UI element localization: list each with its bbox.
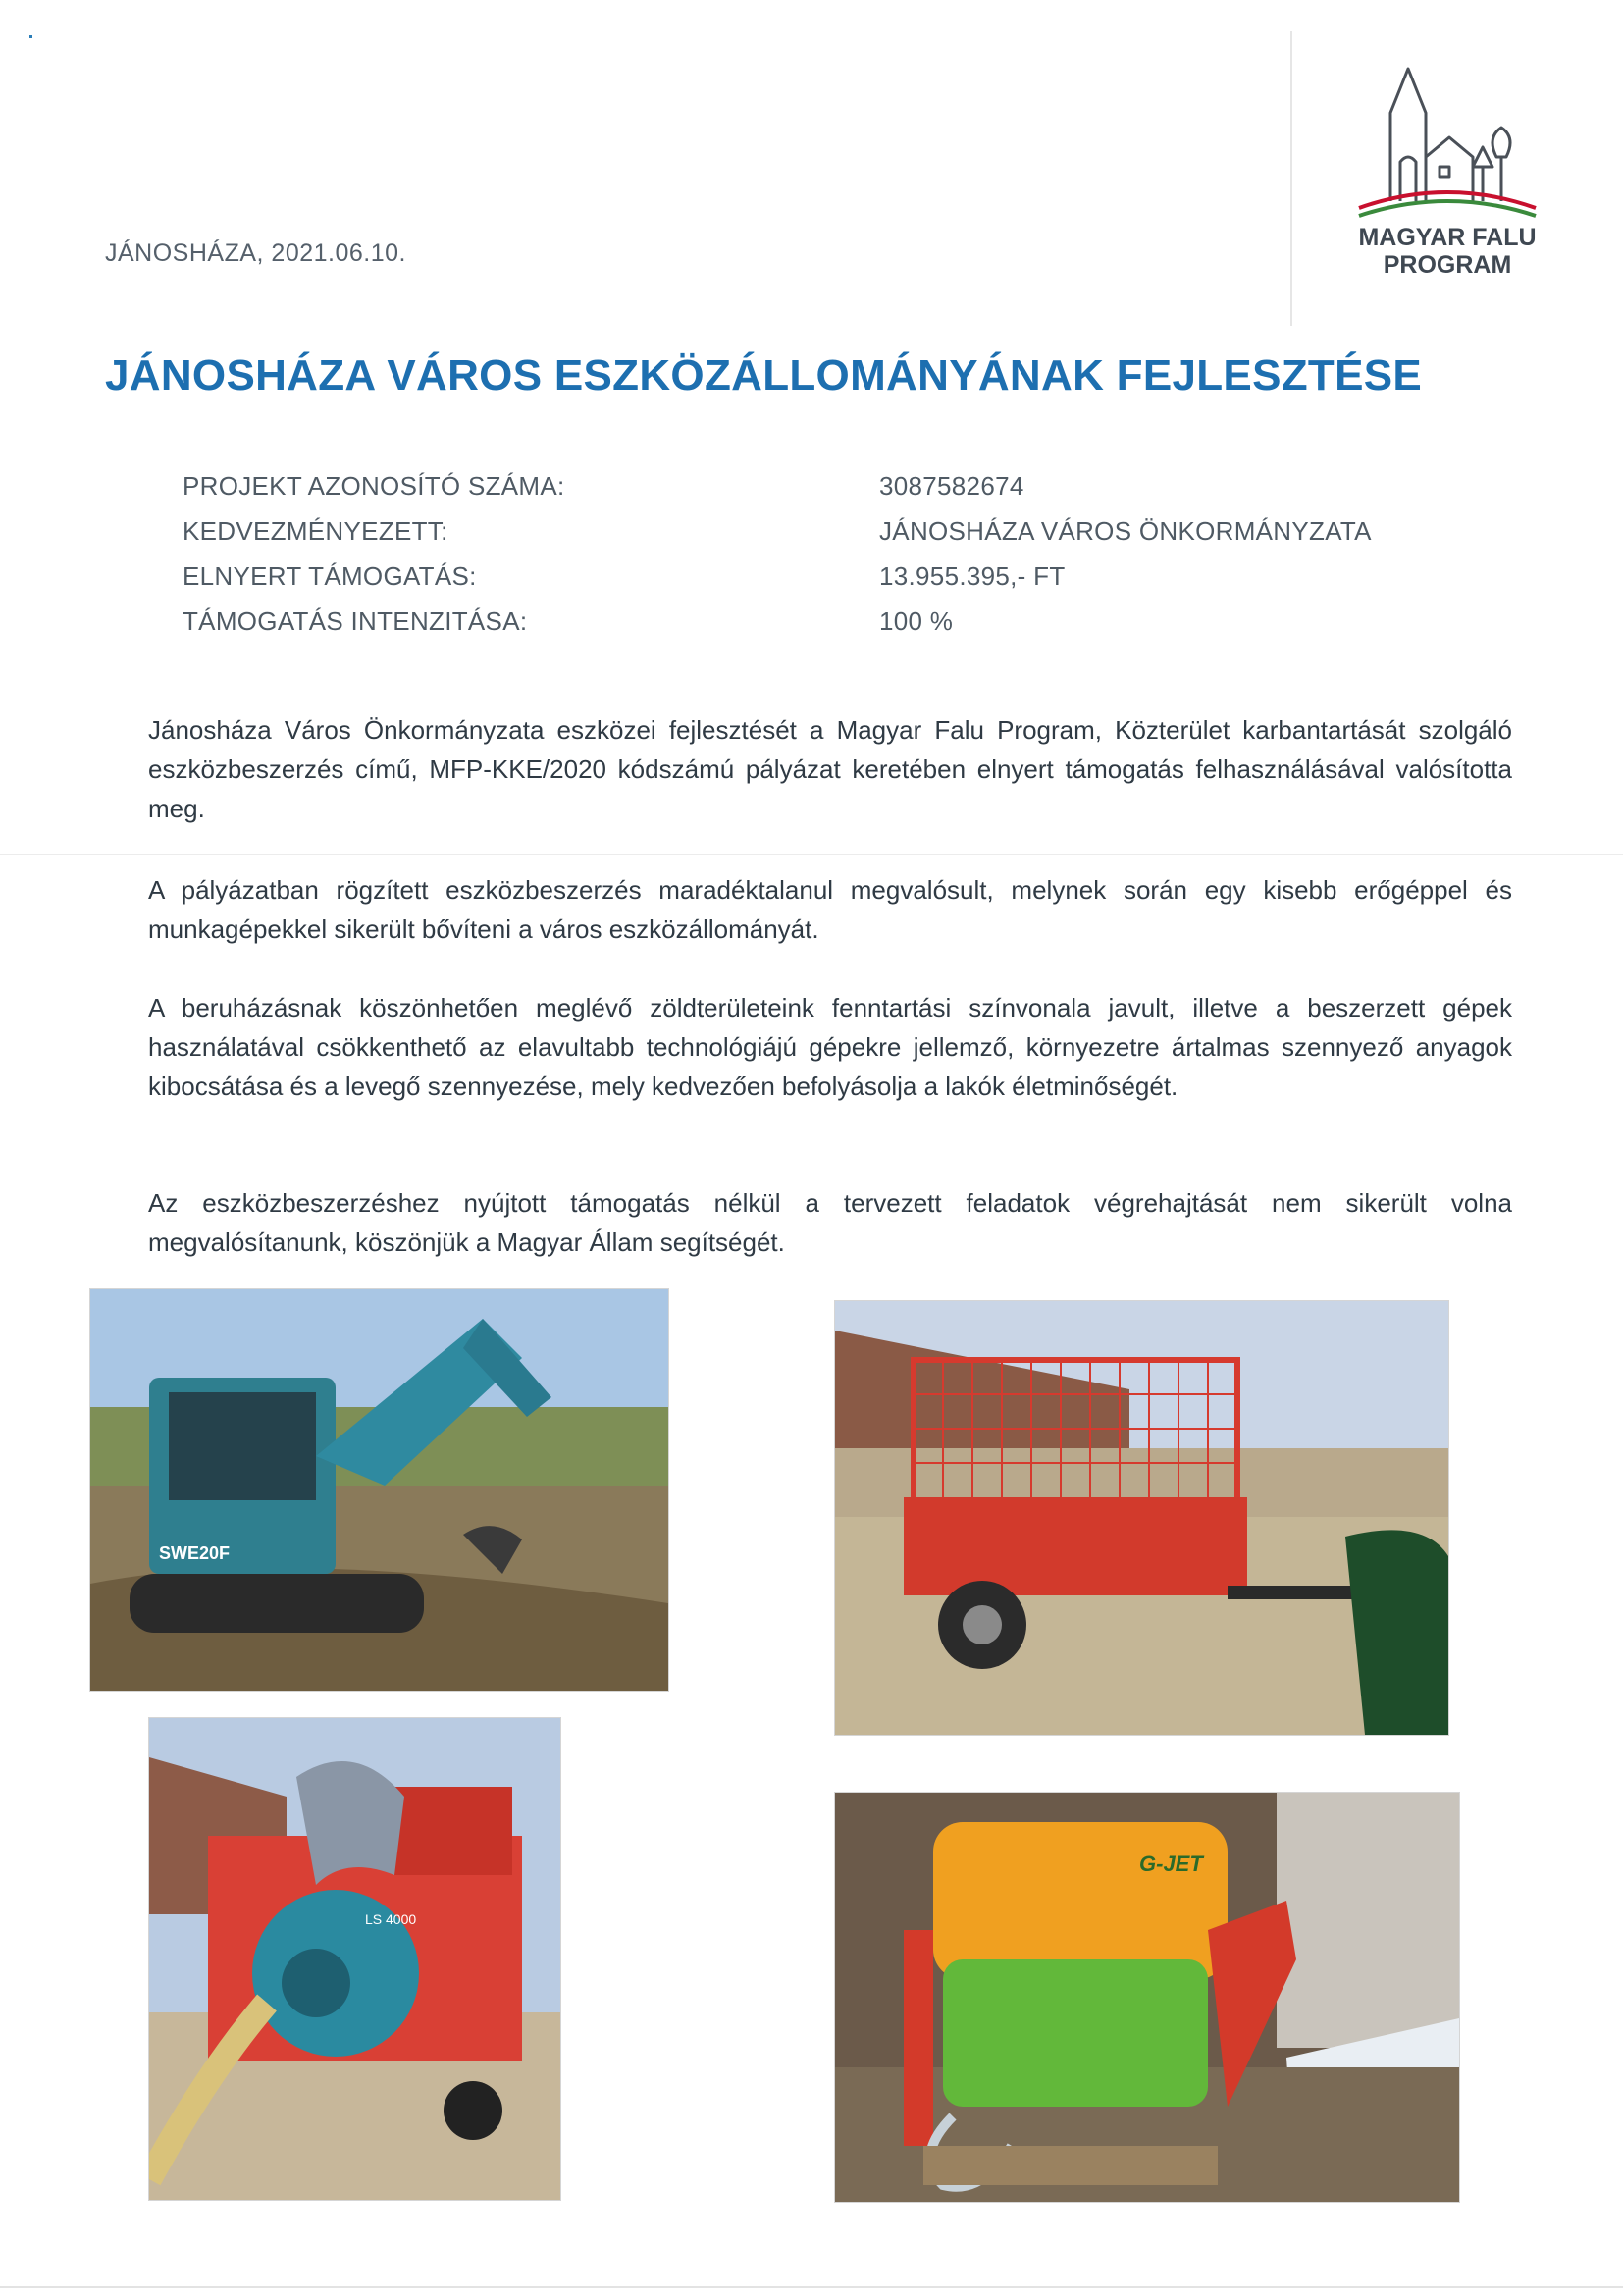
paragraph-intro: Jánosháza Város Önkormányzata eszközei fejlesztését a Magyar Falu Program, Közterület karbantartását szolgáló eszközbeszerzés című, MFP-KKE/2020 kódszámú pályázat keretében elnyert támogatás felhasználásával valósította meg. [148,715,1512,823]
info-value: 100 % [879,605,954,636]
info-row-project-id [183,463,1458,508]
info-value: 13.955.395,- FT [879,560,1066,591]
document-date: JÁNOSHÁZA, 2021.06.10. [105,239,406,267]
info-row-intensity [183,599,1458,644]
info-value: 3087582674 [879,470,1024,500]
paragraph-benefits: A beruházásnak köszönhetően meglévő zöldterületeink fenntartási színvonala javult, illetve a beszerzett gépek használatával csökkenthető az elavultabb technológiájú gépekre jellemző, környezetre ártalmas szennyező anyagok kibocsátása és a levegő szennyezése, mely kedvezően befolyásolja a lakók életminőségét. [148,993,1512,1101]
excavator-label: SWE20F [159,1543,231,1563]
logo-line-2: PROGRAM [1383,251,1512,279]
magyar-falu-program-logo [1330,59,1565,294]
info-label: TÁMOGATÁS INTENZITÁSA: [183,605,528,636]
photo-blower [148,1717,561,2201]
blower-label: LS 4000 [365,1911,417,1927]
logo-line-1: MAGYAR FALU [1358,224,1537,251]
info-label: ELNYERT TÁMOGATÁS: [183,560,477,591]
paragraph-thanks: Az eszközbeszerzéshez nyújtott támogatás nélkül a tervezett feladatok végrehajtását nem sikerült volna megvalósítanunk, köszönjük a Magyar Állam segítségét. [148,1188,1512,1257]
info-row-grant [183,553,1458,599]
info-label: KEDVEZMÉNYEZETT: [183,515,448,546]
photo-trailer [834,1300,1449,1736]
photo-sprayer [834,1792,1460,2203]
info-value: JÁNOSHÁZA VÁROS ÖNKORMÁNYZATA [879,515,1372,546]
scan-speck [29,35,32,38]
village-church-icon [1330,59,1565,226]
header-divider [1290,31,1292,326]
paragraph-completion: A pályázatban rögzített eszközbeszerzés maradéktalanul megvalósult, melynek során egy kisebb erőgéppel és munkagépekkel sikerült bővíteni a város eszközállományát. [148,875,1512,944]
sprayer-label: G-JET [1139,1852,1203,1876]
photo-excavator [89,1288,669,1692]
page-title: JÁNOSHÁZA VÁROS ESZKÖZÁLLOMÁNYÁNAK FEJLESZTÉSE [105,351,1423,399]
bottom-rule [0,2286,1623,2288]
project-info-table [183,463,1458,644]
info-row-beneficiary [183,508,1458,553]
info-label: PROJEKT AZONOSÍTÓ SZÁMA: [183,470,565,500]
faint-divider [0,854,1623,855]
